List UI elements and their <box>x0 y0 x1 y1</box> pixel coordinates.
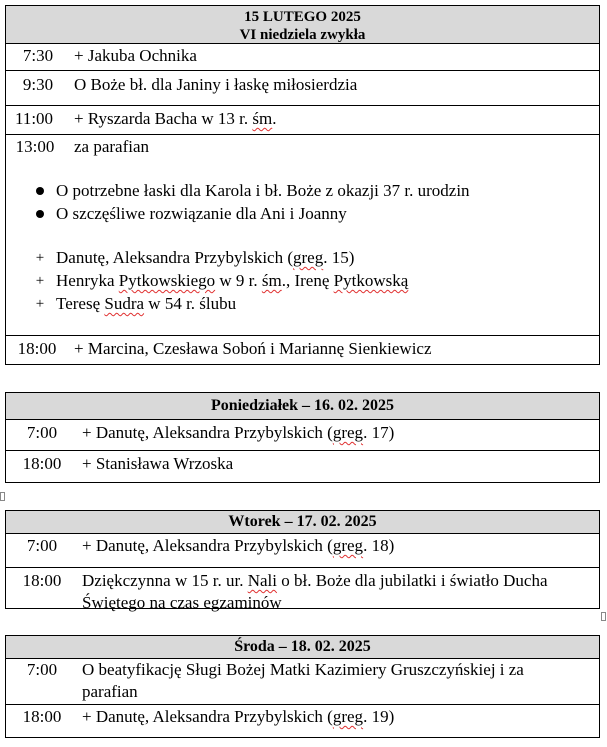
mass-time: 7:00 <box>26 660 58 679</box>
mass-intention: + Ryszarda Bacha w 13 r. śm. <box>74 109 277 128</box>
sunday-header-date: 15 LUTEGO 2025 <box>244 9 361 25</box>
table-row <box>6 135 599 336</box>
table-row <box>6 534 599 568</box>
table-row <box>6 568 599 610</box>
bullet-icon <box>36 187 44 195</box>
paragraph-marker-icon <box>0 492 5 501</box>
mass-intention: Dziękczynna w 15 r. ur. Nali o bł. Boże dla jubilatki i światło Ducha Świętego na czas egzaminów <box>82 571 548 612</box>
spelling-flag: Pytkowską <box>333 271 409 290</box>
wednesday-table <box>5 635 600 738</box>
mass-intention: + Danutę, Aleksandra Przybylskich (greg. 18) <box>82 536 395 555</box>
mass-time: 18:00 <box>22 707 62 726</box>
mass-intention: za parafian <box>74 137 150 156</box>
cross-icon: + <box>35 273 45 289</box>
spelling-flag: Pytkowskiego <box>118 271 216 290</box>
table-row <box>6 451 599 483</box>
list-item: + Danutę, Aleksandra Przybylskich (greg. 15) <box>35 248 355 267</box>
table-row <box>6 44 599 71</box>
list-item: + Henryka Pytkowskiego w 9 r. śm., Irenę Pytkowską <box>35 271 409 290</box>
monday-header: Poniedziałek – 16. 02. 2025 <box>6 393 599 420</box>
table-row <box>6 659 599 705</box>
mass-intention: + Danutę, Aleksandra Przybylskich (greg. 19) <box>82 707 395 726</box>
sunday-table <box>5 5 600 365</box>
mass-time: 18:00 <box>22 454 62 473</box>
wednesday-header: Środa – 18. 02. 2025 <box>6 636 599 659</box>
bullet-icon <box>36 210 44 218</box>
cross-icon: + <box>35 296 45 312</box>
spelling-flag: Sudra <box>104 294 145 313</box>
table-row <box>6 420 599 451</box>
mass-intention: O Boże bł. dla Janiny i łaskę miłosierdzia <box>74 75 358 94</box>
monday-table <box>5 392 600 483</box>
spelling-flag: greg <box>332 536 364 555</box>
mass-intention: + Jakuba Ochnika <box>74 46 197 65</box>
list-item: O potrzebne łaski dla Karola i bł. Boże z okazji 37 r. urodzin <box>36 180 470 202</box>
table-row <box>6 336 599 365</box>
mass-intention: + Danutę, Aleksandra Przybylskich (greg. 17) <box>82 423 395 442</box>
sunday-header <box>6 6 599 44</box>
spelling-flag: Nali <box>247 571 277 590</box>
spelling-flag: greg <box>332 423 364 442</box>
paragraph-marker-icon <box>601 612 606 621</box>
mass-time: 18:00 <box>17 339 57 358</box>
tuesday-header: Wtorek – 17. 02. 2025 <box>6 511 599 534</box>
spelling-flag: śm <box>261 271 282 290</box>
spelling-flag: śm <box>252 109 273 128</box>
mass-time: 18:00 <box>22 571 62 590</box>
list-item: O szczęśliwe rozwiązanie dla Ani i Joanny <box>36 203 347 225</box>
mass-time: 9:30 <box>22 75 54 94</box>
table-row <box>6 106 599 135</box>
mass-time: 7:00 <box>26 536 58 555</box>
mass-time: 11:00 <box>14 109 54 128</box>
cross-icon: + <box>35 250 45 266</box>
sunday-header-title: VI niedziela zwykła <box>239 27 366 43</box>
mass-time: 7:00 <box>26 423 58 442</box>
mass-intention: + Marcina, Czesława Soboń i Mariannę Sienkiewicz <box>74 339 432 358</box>
spelling-flag: greg <box>293 248 324 267</box>
table-row <box>6 705 599 739</box>
mass-time: 7:30 <box>22 46 54 65</box>
table-row <box>6 71 599 106</box>
list-item: + Teresę Sudra w 54 r. ślubu <box>35 294 237 313</box>
spelling-flag: greg <box>332 707 364 726</box>
mass-intention: O beatyfikację Sługi Bożej Matki Kazimiery Gruszczyńskiej i za parafian <box>82 660 524 701</box>
mass-intention: + Stanisława Wrzoska <box>82 454 234 473</box>
mass-time: 13:00 <box>15 137 55 156</box>
tuesday-table <box>5 510 600 612</box>
